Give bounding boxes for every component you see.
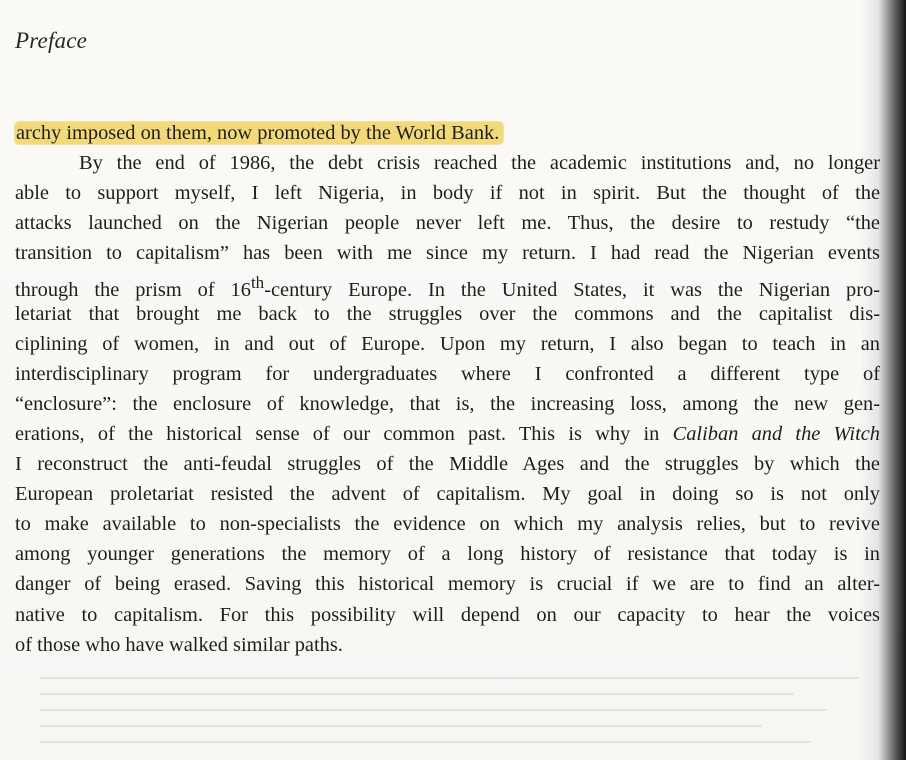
paragraph-line[interactable]: interdisciplinary program for undergraduates where I confronted a different type of xyxy=(15,362,880,385)
line-text-prefix: erations, of the historical sense of our common past. This is why in xyxy=(15,422,673,445)
paragraph-line[interactable]: among younger generations the memory of a long history of resistance that today is in xyxy=(15,543,880,566)
paragraph-line[interactable]: letariat that brought me back to the struggles over the commons and the capitalist dis- xyxy=(15,302,880,325)
paragraph-line[interactable]: ciplining of women, in and out of Europe. Upon my return, I also began to teach in an xyxy=(15,332,880,355)
paragraph-line[interactable]: transition to capitalism” has been with me since my return. I had read the Nigerian events xyxy=(15,242,880,265)
line-text-prefix: through the prism of 16 xyxy=(15,279,251,302)
show-through-line xyxy=(40,677,860,679)
paragraph-line[interactable]: of those who have walked similar paths. xyxy=(15,633,343,656)
paragraph-line[interactable]: to make available to non-specialists the evidence on which my analysis relies, but to revive xyxy=(15,513,880,536)
book-title-italic: Caliban and the Witch xyxy=(672,422,880,445)
highlighted-line[interactable] xyxy=(15,118,880,148)
paragraph-line[interactable]: danger of being erased. Saving this historical memory is crucial if we are to find an alter- xyxy=(15,573,880,596)
paragraph-line[interactable]: attacks launched on the Nigerian people never left me. Thus, the desire to restudy “the xyxy=(15,212,880,235)
running-head: Preface xyxy=(15,28,88,53)
paragraph-line[interactable]: “enclosure”: the enclosure of knowledge, that is, the increasing loss, among the new gen- xyxy=(15,392,880,415)
ordinal-superscript: th xyxy=(250,273,265,293)
text-highlight[interactable]: archy imposed on them, now promoted by the World Bank. xyxy=(15,122,503,144)
paragraph-line[interactable]: native to capitalism. For this possibility will depend on our capacity to hear the voices xyxy=(15,603,880,626)
show-through-line xyxy=(40,725,762,727)
line-text-suffix: -century Europe. In the United States, it was the Nigerian pro- xyxy=(264,279,880,302)
show-through-line xyxy=(40,693,794,695)
paragraph-line[interactable]: able to support myself, I left Nigeria, in body if not in spirit. But the thought of the xyxy=(15,182,880,205)
show-through-text xyxy=(40,665,860,755)
preface-text xyxy=(15,118,880,660)
paragraph-line[interactable] xyxy=(15,419,880,449)
show-through-line xyxy=(40,741,811,743)
paragraph-line[interactable]: I reconstruct the anti-feudal struggles of the Middle Ages and the struggles by which the xyxy=(15,453,880,476)
show-through-line xyxy=(40,709,827,711)
paragraph-line[interactable]: European proletariat resisted the advent of capitalism. My goal in doing so is not only xyxy=(15,483,880,506)
paragraph-line[interactable]: By the end of 1986, the debt crisis reached the academic institutions and, no longer xyxy=(79,152,880,175)
paragraph-line[interactable] xyxy=(15,268,880,302)
